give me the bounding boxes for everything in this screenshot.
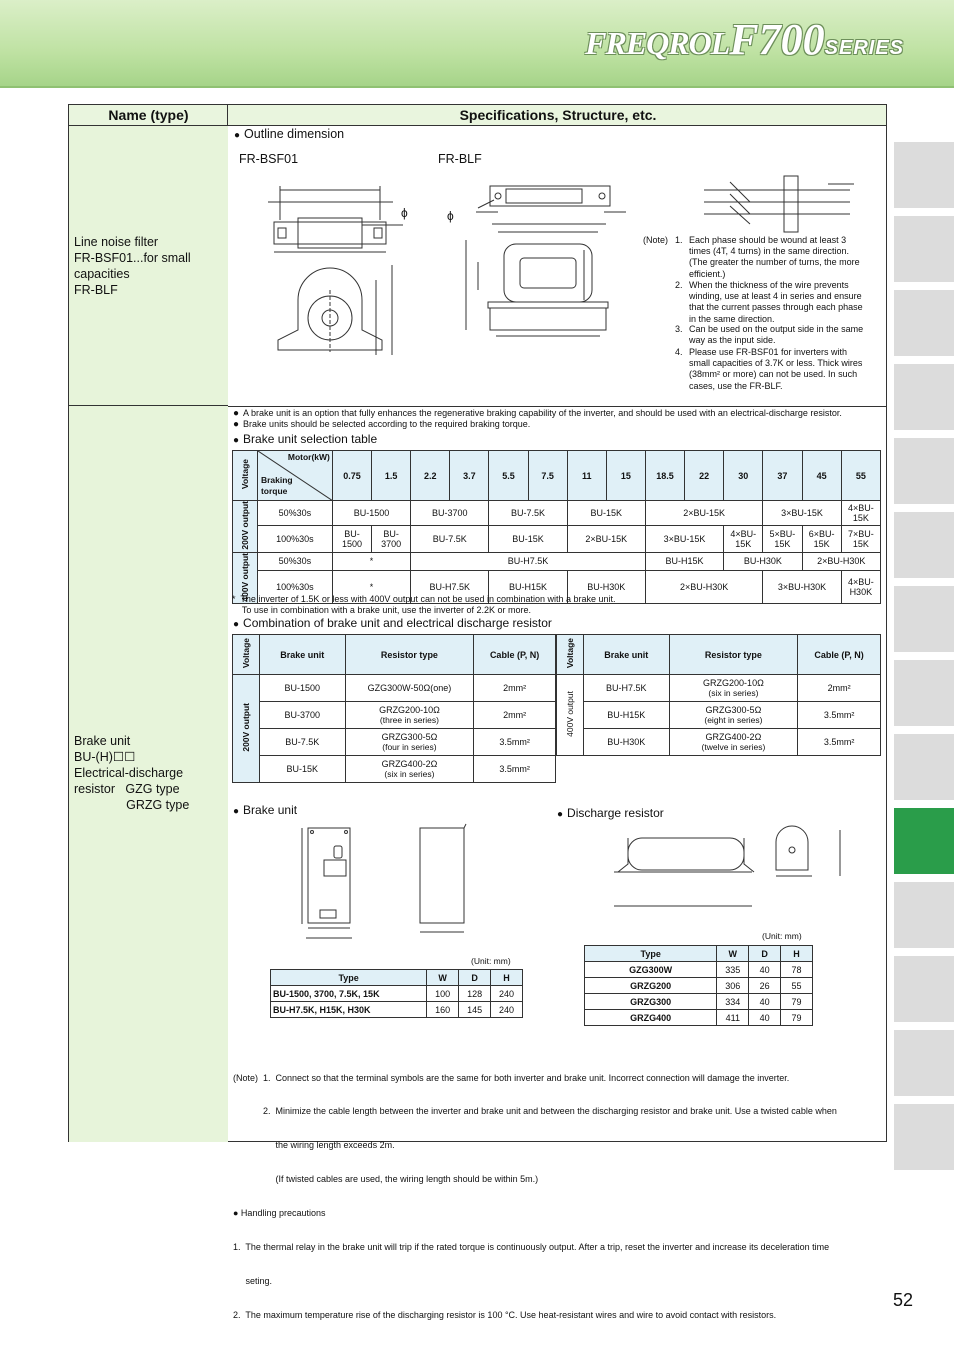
fr-bsf01-drawing (258, 180, 418, 370)
name-line: FR-BLF (74, 283, 118, 297)
brake-unit-drawing (298, 820, 478, 945)
header-specifications: Specifications, Structure, etc. (459, 107, 657, 123)
side-tabs (894, 142, 954, 1178)
side-tab[interactable] (894, 882, 954, 948)
brake-unit-unit-label: (Unit: mm) (471, 956, 511, 966)
wiring-diagram (690, 172, 860, 234)
name-line: resistor GZG type (74, 782, 180, 796)
combination-table-400v: Voltage Brake unit Resistor type Cable (P, N) 400V output BU-H7.5K GRZG200-10Ω (six in series) 2mm² BU-H15K GRZG300-5Ω (eight in series) 3.5mm² BU-H30K GRZG400-2Ω (twelve in series) 3.5mm² (556, 634, 881, 756)
header-name-type: Name (type) (108, 107, 189, 123)
label-fr-blf: FR-BLF (438, 152, 482, 166)
side-tab[interactable] (894, 956, 954, 1022)
side-tab[interactable] (894, 512, 954, 578)
name-line: BU-(H)☐☐ (74, 750, 136, 764)
name-line: Electrical-discharge (74, 766, 184, 780)
series-logo: FREQROLF700SERIES (585, 15, 904, 64)
name-line: capacities (74, 267, 130, 281)
side-tab[interactable] (894, 438, 954, 504)
side-tab-active[interactable] (894, 808, 954, 874)
label-fr-bsf01: FR-BSF01 (239, 152, 299, 166)
name-line: Brake unit (74, 734, 131, 748)
side-tab[interactable] (894, 1030, 954, 1096)
brake-unit-title: ● Brake unit (233, 803, 297, 817)
discharge-resistor-drawing (600, 820, 860, 915)
side-tab[interactable] (894, 586, 954, 652)
intro-line: ● A brake unit is an option that fully enhances the regenerative braking capability of the inverter, and should be used with an electrical-discharge resistor. (233, 408, 842, 419)
bottom-notes: (Note) 1. Connect so that the terminal symbols are the same for both inverter and brake unit. Incorrect connection will damage the inverter. 2. Minimize the cable length between the inverter and brake unit and between the discharging resistor and brake unit. Use a twisted cable when the wiring length exceeds 2m. (If twisted cables are used, the wiring length should be within 5m.) ● Handling precautions 1. The thermal relay in the brake unit will trip if the rated torque is continuously output. After a trip, reset the inverter and increase its deceleration time seting. 2. The maximum temperature rise of the discharging resistor is 100 °C. Use heat-resistant wires and wire to avoid contact with resistors. (233, 1072, 837, 1320)
name-line: GRZG type (74, 798, 190, 812)
note-label: (Note) (643, 235, 669, 245)
side-tab[interactable] (894, 1104, 954, 1170)
phi-symbol: ϕ (447, 209, 454, 223)
combination-title: ● Combination of brake unit and electrical discharge resistor (233, 616, 552, 630)
side-tab[interactable] (894, 660, 954, 726)
discharge-resistor-title: ● Discharge resistor (557, 806, 664, 820)
side-tab[interactable] (894, 216, 954, 282)
side-tab[interactable] (894, 290, 954, 356)
side-tab[interactable] (894, 142, 954, 208)
outline-title: ● Outline dimension (234, 127, 344, 141)
side-tab[interactable] (894, 364, 954, 430)
resistor-unit-label: (Unit: mm) (762, 931, 802, 941)
brake-unit-dimension-table: Type W D H BU-1500, 3700, 7.5K, 15K 100 128 240 BU-H7.5K, H15K, H30K 160 145 240 (270, 969, 523, 1018)
phi-symbol: ϕ (401, 206, 408, 220)
motor-braking-header: Motor(kW) Braking torque (257, 451, 332, 501)
resistor-dimension-table: Type W D H GZG300W 335 40 78 GRZG200 306 26 55 GRZG300 334 40 79 GRZG400 411 40 79 (584, 945, 813, 1026)
brake-unit-selection-table: Voltage Motor(kW) Braking torque 0.75 1.5 2.2 3.7 5.5 7.5 11 15 18.5 22 30 37 45 55 200V output 50%30s BU-1500 BU-3700 BU-7.5K BU-15K 2×BU-15K 3×BU-15K 4×BU-15K 100%30s BU-1500 BU-3700 BU-7.5K BU-15K 2×BU-15K 3×BU-15K 4×BU-15K 5×BU-15K 6×BU-15K 7×BU-15K 400V output 50%30s * BU-H7.5K BU-H15K BU-H30K 2×BU-H30K 100%30s * BU-H7.5K BU-H15K BU-H30K 2×BU-H30K 3×BU-H30K 4×BU-H30K (232, 450, 881, 604)
side-tab[interactable] (894, 734, 954, 800)
name-line: Line noise filter (74, 235, 159, 249)
intro-line: ● Brake units should be selected according to the required braking torque. (233, 419, 530, 430)
selection-note: To use in combination with a brake unit, use the inverter of 2.2K or more. (232, 605, 531, 615)
name-line: FR-BSF01...for small (74, 251, 191, 265)
page-number: 52 (893, 1290, 914, 1310)
selection-note: * The inverter of 1.5K or less with 400V output can not be used in combination with a brake unit. (232, 594, 616, 604)
row-divider (228, 406, 887, 407)
combination-table-200v: Voltage Brake unit Resistor type Cable (P, N) 200V output BU-1500 GZG300W-50Ω(one) 2mm² BU-3700 GRZG200-10Ω (three in series) 2mm² BU-7.5K GRZG300-5Ω (four in series) 3.5mm² BU-15K GRZG400-2Ω (six in series) 3.5mm² (232, 634, 556, 783)
row1-name-cell (69, 126, 228, 406)
row2-name-cell (69, 406, 228, 1142)
header-banner (0, 0, 954, 88)
fr-blf-drawing (458, 180, 633, 340)
selection-table-title: ● Brake unit selection table (233, 432, 377, 446)
